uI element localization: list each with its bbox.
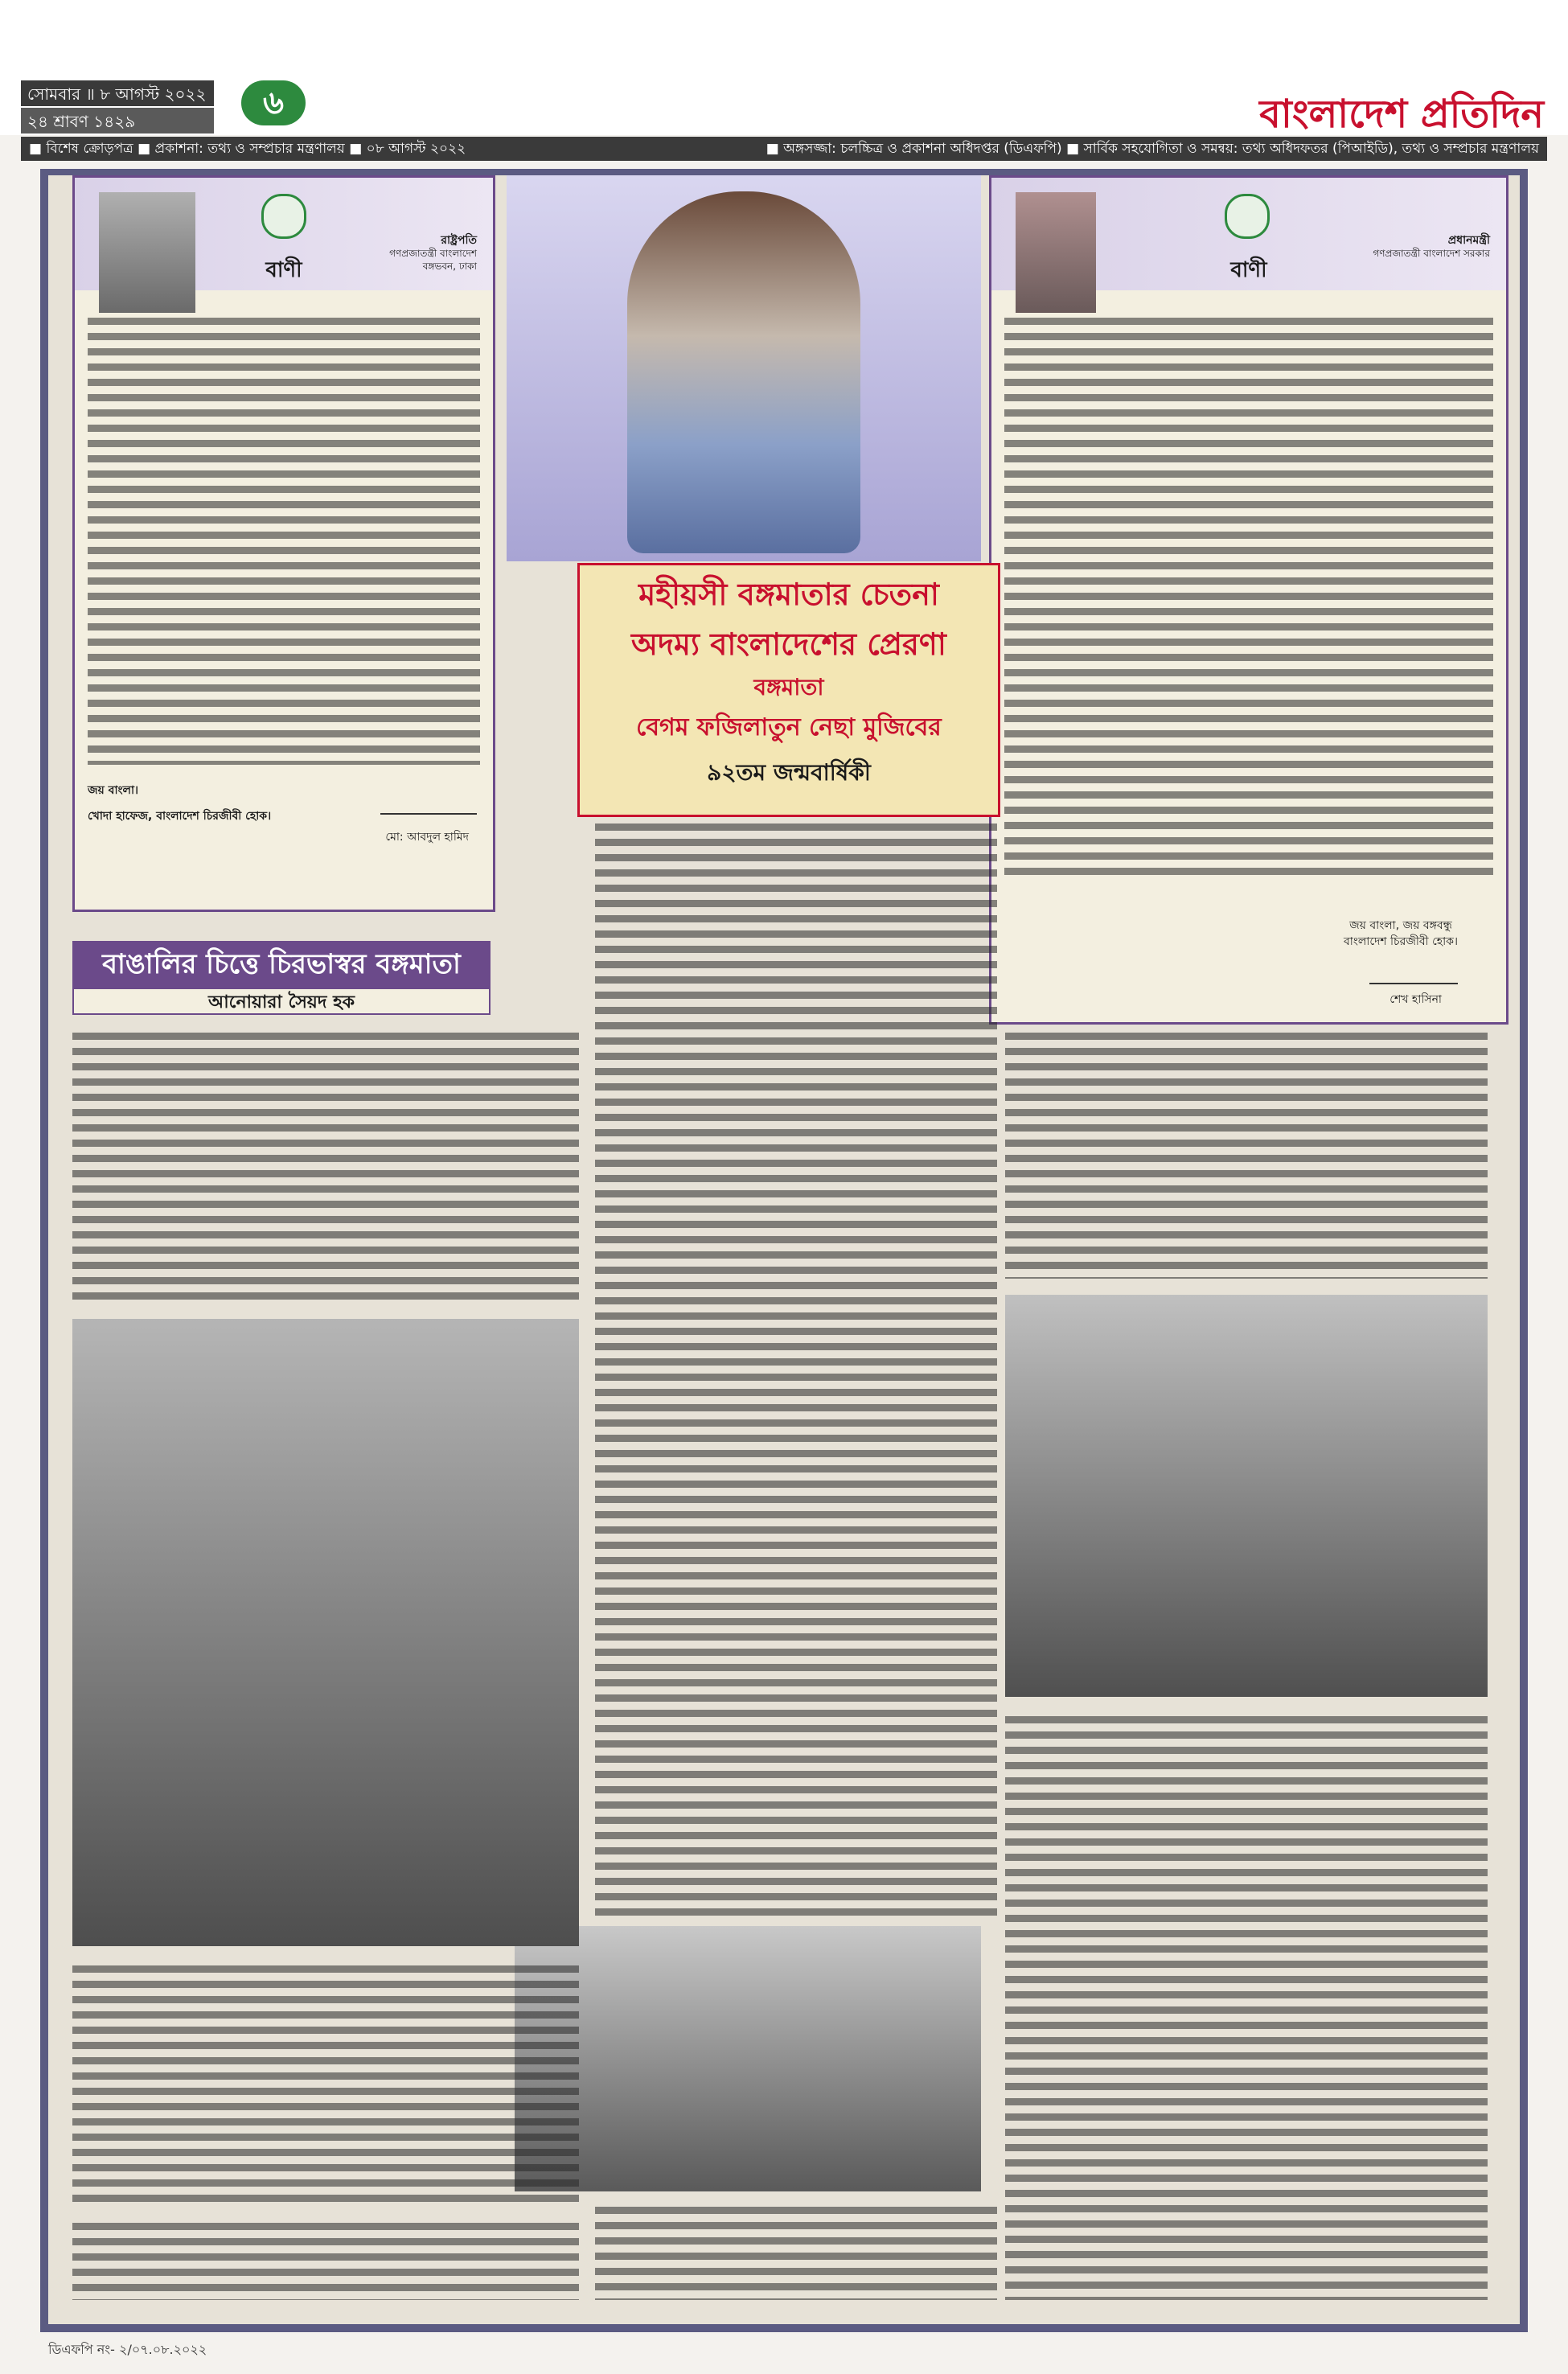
president-message-body (88, 314, 480, 765)
president-signatory: মো: আবদুল হামিদ (385, 831, 469, 844)
article-title: বাঙালির চিত্তে চিরভাস্বর বঙ্গমাতা (72, 941, 491, 988)
date-block (21, 80, 214, 133)
president-message-heading: বাণী (265, 258, 302, 282)
footer-code: ডিএফপি নং- ২/০৭.০৮.২০২২ (48, 2342, 207, 2357)
pm-signature (1369, 962, 1458, 984)
article-header (72, 941, 491, 1015)
president-signature (380, 789, 477, 815)
government-seal-icon (1225, 194, 1270, 239)
president-message (72, 175, 495, 912)
couple-photo (72, 1319, 579, 1946)
pm-closing-1: জয় বাংলা, জয় বঙ্গবন্ধু (1349, 919, 1452, 932)
info-left: ■ বিশেষ ক্রোড়পত্র ■ প্রকাশনা: তথ্য ও সম্প্রচার মন্ত্রণালয় ■ ০৮ আগস্ট ২০২২ (29, 141, 466, 157)
president-message-header (75, 178, 493, 290)
president-photo (99, 192, 195, 313)
info-bar (21, 137, 1547, 161)
president-closing-1: জয় বাংলা। (88, 784, 139, 797)
pm-message-body (1004, 314, 1493, 877)
footer (40, 2336, 1536, 2364)
pm-message (989, 175, 1508, 1025)
pm-message-header (991, 178, 1506, 290)
subtitle-name: বেগম ফজিলাতুন নেছা মুজিবের (636, 713, 942, 741)
article-text-2 (72, 1962, 579, 2204)
center-column-text-bottom (595, 2204, 997, 2300)
date-gregorian: সোমবার ॥ ৮ আগস্ট ২০২২ (21, 80, 214, 106)
center-title-box (577, 563, 1000, 817)
president-place: বঙ্গভবন, ঢাকা (422, 261, 477, 272)
article-text-1 (72, 1029, 579, 1303)
pm-photo (1016, 192, 1096, 313)
portrait-background (507, 175, 981, 561)
subtitle-bangamata: বঙ্গমাতা (753, 674, 824, 700)
pm-signatory: শেখ হাসিনা (1389, 993, 1442, 1006)
family-photo (515, 1926, 981, 2191)
pm-closing-2: বাংলাদেশ চিরজীবী হোক। (1343, 935, 1458, 948)
pm-message-heading: বাণী (1230, 258, 1267, 282)
bedside-photo (1005, 1295, 1488, 1697)
article-author: আনোয়ারা সৈয়দ হক (72, 988, 491, 1015)
page-number: ৬ (241, 80, 306, 125)
pm-designation: প্রধানমন্ত্রী (1447, 234, 1490, 247)
president-closing-2: খোদা হাফেজ, বাংলাদেশ চিরজীবী হোক। (88, 810, 272, 823)
bangamata-portrait (627, 191, 860, 553)
president-designation: রাষ্ট্রপতি (441, 234, 477, 247)
subtitle-anniversary: ৯২তম জন্মবার্ষিকী (707, 759, 871, 786)
article-text-3 (72, 2220, 579, 2300)
center-column-text (595, 820, 997, 1922)
info-right: ■ অঙ্গসজ্জা: চলচ্চিত্র ও প্রকাশনা অধিদপ্তর (ডিএফপি) ■ সার্বিক সহযোগিতা ও সমন্বয়: তথ্য অধিদফতর (পিআইডি), তথ্য ও সম্প্রচার মন্ত্রণালয় (766, 141, 1539, 157)
title-line-1: মহীয়সী বঙ্গমাতার চেতনা (638, 577, 939, 612)
president-org: গণপ্রজাতন্ত্রী বাংলাদেশ (389, 248, 477, 259)
right-column-text-2 (1005, 1713, 1488, 2300)
right-column-text-1 (1005, 1029, 1488, 1279)
title-line-2: অদম্য বাংলাদেশের প্রেরণা (631, 626, 946, 662)
government-seal-icon (261, 194, 306, 239)
pm-org: গণপ্রজাতন্ত্রী বাংলাদেশ সরকার (1373, 248, 1490, 259)
date-bengali: ২৪ শ্রাবণ ১৪২৯ (21, 108, 214, 133)
paper-name: বাংলাদেশ প্রতিদিন (1259, 92, 1544, 137)
